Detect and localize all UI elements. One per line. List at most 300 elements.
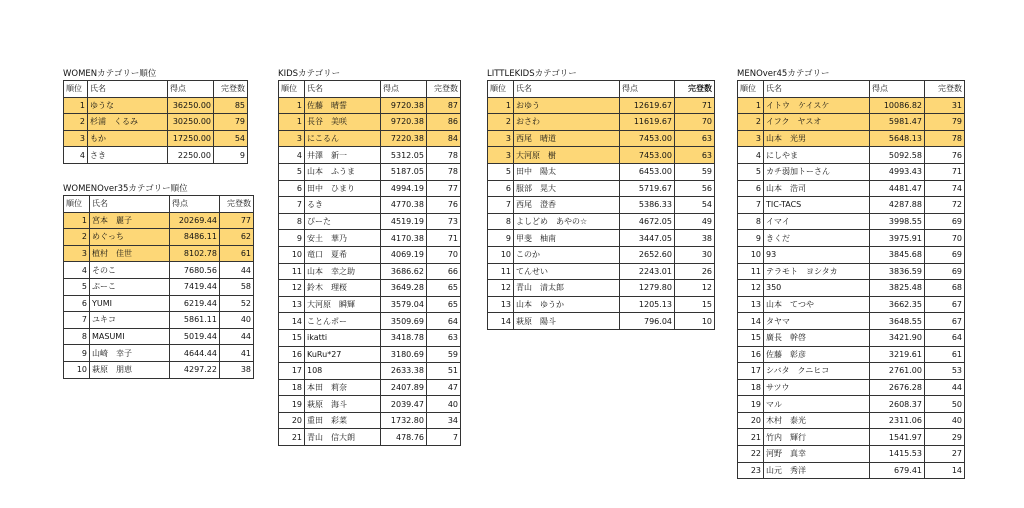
name-cell: にしやま	[764, 147, 870, 164]
name-cell: よしどめ あやの☆	[514, 213, 620, 230]
count-cell: 7	[427, 429, 461, 446]
women35-ranking-block	[63, 183, 254, 379]
score-cell: 5981.47	[870, 114, 925, 131]
rank-cell: 1	[488, 97, 514, 114]
score-cell: 1541.97	[870, 429, 925, 446]
score-cell: 2250.00	[168, 147, 214, 164]
rank-cell: 8	[738, 213, 764, 230]
rank-cell: 9	[279, 230, 305, 247]
table-row	[279, 280, 461, 297]
score-cell: 5019.44	[170, 328, 220, 345]
rank-cell: 1	[64, 97, 88, 114]
table-row	[738, 346, 965, 363]
rank-cell: 3	[64, 130, 88, 147]
name-cell: てんせい	[514, 263, 620, 280]
score-cell: 9720.38	[381, 97, 427, 114]
count-cell: 59	[675, 163, 715, 180]
rank-cell: 3	[279, 130, 305, 147]
count-cell: 12	[675, 280, 715, 297]
rank-cell: 20	[738, 412, 764, 429]
table-row	[488, 296, 715, 313]
column-header-rank: 順位	[64, 196, 90, 213]
rank-cell: 14	[279, 313, 305, 330]
count-cell: 40	[220, 312, 254, 329]
name-cell: 重田 彩菜	[305, 412, 381, 429]
rank-cell: 14	[488, 313, 514, 330]
rank-cell: 5	[488, 163, 514, 180]
littlekids-ranking-title: LITTLEKIDSカテゴリー	[487, 69, 577, 79]
score-cell: 4170.38	[381, 230, 427, 247]
name-cell: めぐっち	[90, 229, 170, 246]
score-cell: 3180.69	[381, 346, 427, 363]
rank-cell: 9	[738, 230, 764, 247]
count-cell: 63	[675, 130, 715, 147]
name-cell: 青山 信大朗	[305, 429, 381, 446]
table-row	[738, 296, 965, 313]
score-cell: 2243.01	[620, 263, 675, 280]
table-row	[64, 262, 254, 279]
count-cell: 78	[427, 163, 461, 180]
rank-cell: 15	[738, 329, 764, 346]
name-cell: 井澤 新一	[305, 147, 381, 164]
count-cell: 40	[427, 396, 461, 413]
name-cell: マル	[764, 396, 870, 413]
count-cell: 79	[925, 114, 965, 131]
score-cell: 2652.60	[620, 246, 675, 263]
score-cell: 3662.35	[870, 296, 925, 313]
count-cell: 64	[925, 329, 965, 346]
count-cell: 70	[427, 246, 461, 263]
score-cell: 5719.67	[620, 180, 675, 197]
table-row	[279, 197, 461, 214]
name-cell: 河野 真幸	[764, 446, 870, 463]
score-cell: 20269.44	[170, 212, 220, 229]
name-cell: ぴーた	[305, 213, 381, 230]
table-row	[488, 163, 715, 180]
rank-cell: 21	[738, 429, 764, 446]
rank-cell: 12	[738, 280, 764, 297]
table-row	[64, 229, 254, 246]
name-cell: おさわ	[514, 114, 620, 131]
score-cell: 1279.80	[620, 280, 675, 297]
count-cell: 58	[220, 278, 254, 295]
score-cell: 3998.55	[870, 213, 925, 230]
name-cell: そのこ	[90, 262, 170, 279]
name-cell: 山本 光男	[764, 130, 870, 147]
rank-cell: 3	[738, 130, 764, 147]
table-row	[64, 130, 248, 147]
name-cell: 青山 清太郎	[514, 280, 620, 297]
table-row	[64, 278, 254, 295]
rank-cell: 12	[279, 280, 305, 297]
score-cell: 4069.19	[381, 246, 427, 263]
name-cell: YUMI	[90, 295, 170, 312]
rank-cell: 8	[64, 328, 90, 345]
rank-cell: 15	[279, 329, 305, 346]
score-cell: 5648.13	[870, 130, 925, 147]
column-header-count: 完登数	[214, 81, 248, 98]
count-cell: 85	[214, 97, 248, 114]
rank-cell: 8	[279, 213, 305, 230]
table-row	[738, 329, 965, 346]
column-header-rank: 順位	[488, 81, 514, 98]
column-header-count: 完登数	[675, 81, 715, 98]
header-row	[64, 196, 254, 213]
score-cell: 4994.19	[381, 180, 427, 197]
rank-cell: 7	[64, 312, 90, 329]
rank-cell: 6	[279, 180, 305, 197]
count-cell: 15	[675, 296, 715, 313]
count-cell: 61	[925, 346, 965, 363]
rank-cell: 2	[64, 229, 90, 246]
table-row	[64, 361, 254, 378]
score-cell: 1732.80	[381, 412, 427, 429]
score-cell: 2311.06	[870, 412, 925, 429]
table-row	[279, 429, 461, 446]
score-cell: 3418.78	[381, 329, 427, 346]
rank-cell: 16	[738, 346, 764, 363]
count-cell: 77	[427, 180, 461, 197]
name-cell: ikatti	[305, 329, 381, 346]
rank-cell: 1	[279, 97, 305, 114]
table-row	[279, 346, 461, 363]
table-row	[279, 412, 461, 429]
table-row	[488, 230, 715, 247]
name-cell: きくだ	[764, 230, 870, 247]
column-header-name: 氏名	[90, 196, 170, 213]
name-cell: 田中 陽太	[514, 163, 620, 180]
name-cell: イトウ ケイスケ	[764, 97, 870, 114]
column-header-rank: 順位	[279, 81, 305, 98]
women35-ranking-title: WOMENOver35カテゴリー順位	[63, 184, 188, 194]
score-cell: 6453.00	[620, 163, 675, 180]
count-cell: 71	[675, 97, 715, 114]
count-cell: 51	[427, 363, 461, 380]
rank-cell: 9	[64, 345, 90, 362]
name-cell: 350	[764, 280, 870, 297]
rank-cell: 6	[64, 295, 90, 312]
rank-cell: 4	[279, 147, 305, 164]
kids-ranking-table	[278, 80, 461, 446]
score-cell: 7220.38	[381, 130, 427, 147]
table-row	[738, 412, 965, 429]
rank-cell: 10	[64, 361, 90, 378]
table-row	[738, 97, 965, 114]
score-cell: 3648.55	[870, 313, 925, 330]
count-cell: 68	[925, 280, 965, 297]
rank-cell: 10	[279, 246, 305, 263]
count-cell: 77	[220, 212, 254, 229]
column-header-count: 完登数	[427, 81, 461, 98]
score-cell: 10086.82	[870, 97, 925, 114]
count-cell: 69	[925, 246, 965, 263]
name-cell: 萩原 海斗	[305, 396, 381, 413]
count-cell: 71	[427, 230, 461, 247]
score-cell: 3836.59	[870, 263, 925, 280]
table-row	[738, 180, 965, 197]
score-cell: 7419.44	[170, 278, 220, 295]
score-cell: 3219.61	[870, 346, 925, 363]
count-cell: 79	[214, 114, 248, 131]
table-row	[279, 363, 461, 380]
score-cell: 3579.04	[381, 296, 427, 313]
rank-cell: 1	[279, 114, 305, 131]
count-cell: 86	[427, 114, 461, 131]
rank-cell: 11	[279, 263, 305, 280]
count-cell: 67	[925, 296, 965, 313]
table-row	[64, 97, 248, 114]
women-ranking-table	[63, 80, 248, 164]
table-row	[279, 296, 461, 313]
name-cell: 竜口 夏希	[305, 246, 381, 263]
name-cell: 長谷 美咲	[305, 114, 381, 131]
score-cell: 3509.69	[381, 313, 427, 330]
count-cell: 69	[925, 263, 965, 280]
rank-cell: 10	[488, 246, 514, 263]
score-cell: 2633.38	[381, 363, 427, 380]
table-row	[279, 147, 461, 164]
count-cell: 31	[925, 97, 965, 114]
name-cell: このか	[514, 246, 620, 263]
score-cell: 4644.44	[170, 345, 220, 362]
score-cell: 3421.90	[870, 329, 925, 346]
count-cell: 38	[675, 230, 715, 247]
table-row	[279, 313, 461, 330]
rank-cell: 7	[279, 197, 305, 214]
table-row	[488, 263, 715, 280]
count-cell: 14	[925, 462, 965, 479]
women-ranking-block	[63, 68, 248, 164]
kids-ranking-title: KIDSカテゴリー	[278, 69, 341, 79]
column-header-score: 得点	[168, 81, 214, 98]
count-cell: 59	[427, 346, 461, 363]
table-row	[738, 130, 965, 147]
name-cell: 93	[764, 246, 870, 263]
header-row	[738, 81, 965, 98]
column-header-score: 得点	[170, 196, 220, 213]
name-cell: ぷーこ	[90, 278, 170, 295]
name-cell: 大河原 樹	[514, 147, 620, 164]
women35-ranking-table	[63, 195, 254, 379]
men45-ranking-table	[737, 80, 965, 479]
count-cell: 72	[925, 197, 965, 214]
count-cell: 34	[427, 412, 461, 429]
table-row	[738, 462, 965, 479]
score-cell: 2676.28	[870, 379, 925, 396]
rank-cell: 11	[488, 263, 514, 280]
score-cell: 4287.88	[870, 197, 925, 214]
name-cell: 木村 泰光	[764, 412, 870, 429]
table-row	[64, 147, 248, 164]
name-cell: 田中 ひまり	[305, 180, 381, 197]
name-cell: ゆうな	[88, 97, 168, 114]
name-cell: 植村 佳世	[90, 245, 170, 262]
table-row	[738, 280, 965, 297]
score-cell: 8102.78	[170, 245, 220, 262]
score-cell: 3845.68	[870, 246, 925, 263]
count-cell: 44	[925, 379, 965, 396]
count-cell: 49	[675, 213, 715, 230]
name-cell: 廣長 幹啓	[764, 329, 870, 346]
name-cell: ことんポー	[305, 313, 381, 330]
rank-cell: 3	[488, 147, 514, 164]
rank-cell: 9	[488, 230, 514, 247]
name-cell: 杉浦 くるみ	[88, 114, 168, 131]
name-cell: おゆう	[514, 97, 620, 114]
count-cell: 30	[675, 246, 715, 263]
score-cell: 4770.38	[381, 197, 427, 214]
score-cell: 36250.00	[168, 97, 214, 114]
name-cell: 甲斐 柚南	[514, 230, 620, 247]
count-cell: 70	[675, 114, 715, 131]
score-cell: 30250.00	[168, 114, 214, 131]
name-cell: シバタ クニヒコ	[764, 363, 870, 380]
column-header-score: 得点	[620, 81, 675, 98]
column-header-count: 完登数	[925, 81, 965, 98]
rank-cell: 19	[279, 396, 305, 413]
name-cell: 宮本 麗子	[90, 212, 170, 229]
table-row	[279, 329, 461, 346]
name-cell: 山本 ゆうか	[514, 296, 620, 313]
count-cell: 52	[220, 295, 254, 312]
table-row	[64, 295, 254, 312]
name-cell: 服部 晃大	[514, 180, 620, 197]
count-cell: 56	[675, 180, 715, 197]
name-cell: TIC-TACS	[764, 197, 870, 214]
women-ranking-title: WOMENカテゴリー順位	[63, 69, 157, 79]
table-row	[488, 197, 715, 214]
table-row	[488, 313, 715, 330]
table-row	[488, 114, 715, 131]
name-cell: さき	[88, 147, 168, 164]
score-cell: 679.41	[870, 462, 925, 479]
count-cell: 44	[220, 262, 254, 279]
rank-cell: 11	[738, 263, 764, 280]
name-cell: イフク ヤスオ	[764, 114, 870, 131]
rank-cell: 10	[738, 246, 764, 263]
name-cell: サツウ	[764, 379, 870, 396]
table-row	[488, 97, 715, 114]
table-row	[279, 396, 461, 413]
score-cell: 7453.00	[620, 130, 675, 147]
count-cell: 76	[925, 147, 965, 164]
table-row	[488, 147, 715, 164]
name-cell: 鈴木 理桜	[305, 280, 381, 297]
table-row	[279, 130, 461, 147]
score-cell: 5092.58	[870, 147, 925, 164]
rank-cell: 4	[64, 147, 88, 164]
score-cell: 478.76	[381, 429, 427, 446]
count-cell: 27	[925, 446, 965, 463]
count-cell: 47	[427, 379, 461, 396]
count-cell: 67	[925, 313, 965, 330]
men45-ranking-block	[737, 68, 965, 479]
count-cell: 53	[925, 363, 965, 380]
rank-cell: 18	[738, 379, 764, 396]
table-row	[738, 114, 965, 131]
score-cell: 3447.05	[620, 230, 675, 247]
table-row	[279, 379, 461, 396]
rank-cell: 2	[64, 114, 88, 131]
column-header-name: 氏名	[764, 81, 870, 98]
name-cell: 大河原 瞬輝	[305, 296, 381, 313]
name-cell: 山崎 幸子	[90, 345, 170, 362]
count-cell: 54	[214, 130, 248, 147]
score-cell: 9720.38	[381, 114, 427, 131]
name-cell: 山本 ふうま	[305, 163, 381, 180]
rank-cell: 22	[738, 446, 764, 463]
count-cell: 26	[675, 263, 715, 280]
count-cell: 38	[220, 361, 254, 378]
count-cell: 74	[925, 180, 965, 197]
count-cell: 29	[925, 429, 965, 446]
count-cell: 63	[427, 329, 461, 346]
score-cell: 1205.13	[620, 296, 675, 313]
count-cell: 44	[220, 328, 254, 345]
score-cell: 2608.37	[870, 396, 925, 413]
rank-cell: 3	[488, 130, 514, 147]
score-cell: 12619.67	[620, 97, 675, 114]
rank-cell: 4	[64, 262, 90, 279]
score-cell: 4481.47	[870, 180, 925, 197]
name-cell: 佐藤 彰彦	[764, 346, 870, 363]
table-row	[64, 312, 254, 329]
count-cell: 41	[220, 345, 254, 362]
name-cell: 安土 華乃	[305, 230, 381, 247]
table-row	[738, 163, 965, 180]
column-header-name: 氏名	[88, 81, 168, 98]
table-row	[738, 313, 965, 330]
score-cell: 1415.53	[870, 446, 925, 463]
count-cell: 62	[220, 229, 254, 246]
count-cell: 9	[214, 147, 248, 164]
score-cell: 2407.89	[381, 379, 427, 396]
column-header-rank: 順位	[738, 81, 764, 98]
count-cell: 84	[427, 130, 461, 147]
rank-cell: 17	[279, 363, 305, 380]
table-row	[64, 328, 254, 345]
name-cell: 山本 幸之助	[305, 263, 381, 280]
table-row	[64, 345, 254, 362]
score-cell: 4993.43	[870, 163, 925, 180]
column-header-rank: 順位	[64, 81, 88, 98]
count-cell: 54	[675, 197, 715, 214]
score-cell: 3825.48	[870, 280, 925, 297]
name-cell: 西尾 澄香	[514, 197, 620, 214]
table-row	[738, 379, 965, 396]
score-cell: 2761.00	[870, 363, 925, 380]
table-row	[488, 213, 715, 230]
rank-cell: 1	[64, 212, 90, 229]
column-header-score: 得点	[870, 81, 925, 98]
table-row	[279, 97, 461, 114]
rank-cell: 13	[738, 296, 764, 313]
table-row	[738, 363, 965, 380]
table-row	[738, 246, 965, 263]
name-cell: 竹内 輝行	[764, 429, 870, 446]
rank-cell: 7	[488, 197, 514, 214]
name-cell: 西尾 晴道	[514, 130, 620, 147]
table-row	[488, 246, 715, 263]
name-cell: にこるん	[305, 130, 381, 147]
name-cell: るき	[305, 197, 381, 214]
score-cell: 3975.91	[870, 230, 925, 247]
littlekids-ranking-table	[487, 80, 715, 330]
name-cell: 萩原 朋恵	[90, 361, 170, 378]
name-cell: 本田 莉奈	[305, 379, 381, 396]
table-row	[738, 147, 965, 164]
score-cell: 11619.67	[620, 114, 675, 131]
